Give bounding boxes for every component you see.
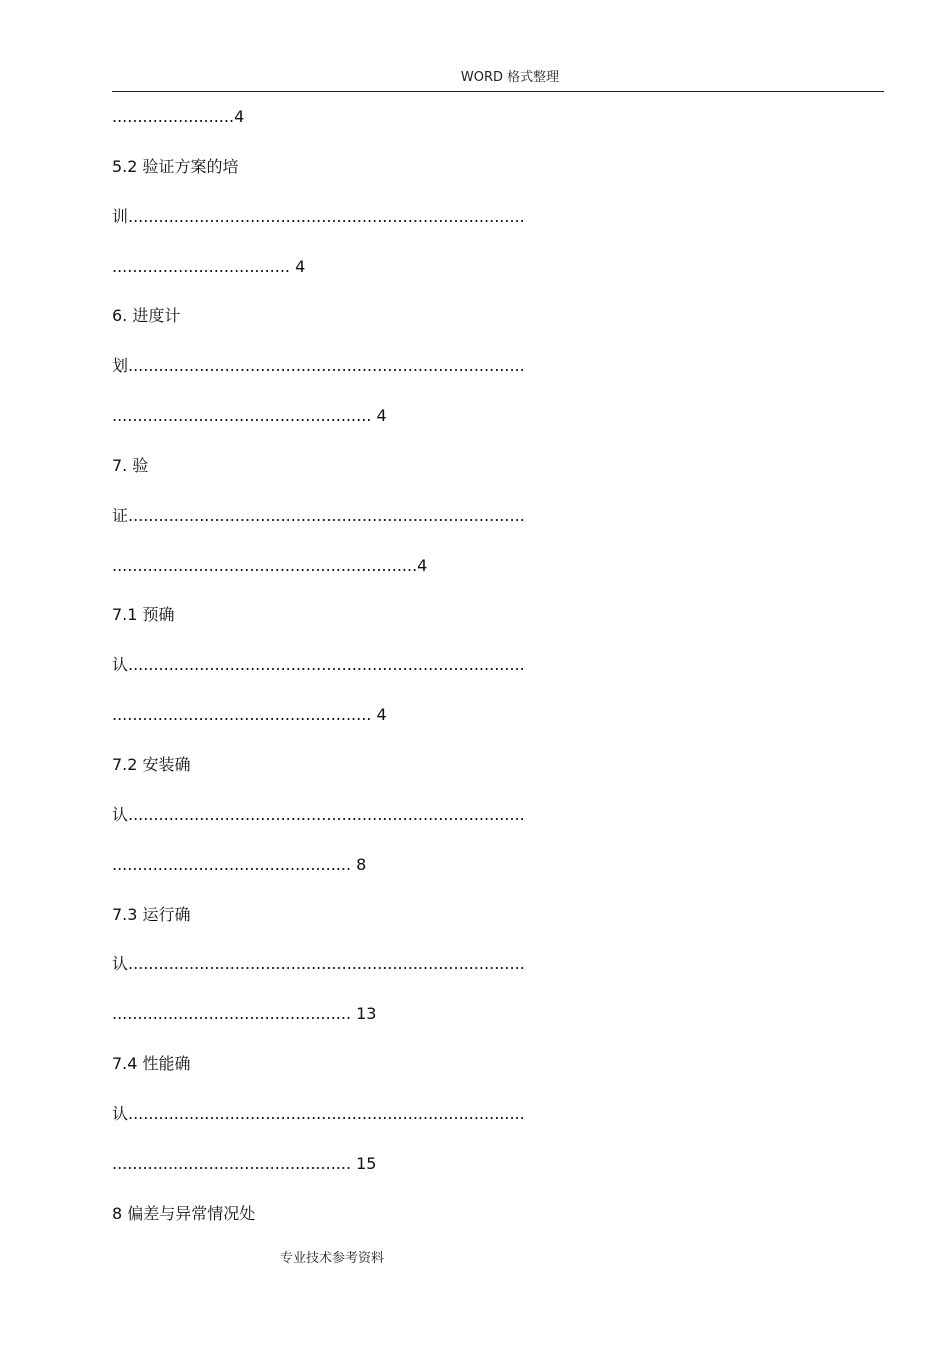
toc-line: 7.2 安装确 xyxy=(112,754,191,774)
toc-line: 7.1 预确 xyxy=(112,605,175,625)
toc-line: 认.............................................................................. xyxy=(112,1103,525,1123)
toc-line: ............................................... 13 xyxy=(112,1004,377,1024)
toc-line: 6. 进度计 xyxy=(112,306,181,326)
toc-line: ........................4 xyxy=(112,107,245,126)
toc-line: 认.............................................................................. xyxy=(112,655,525,675)
toc-line: 认.............................................................................. xyxy=(112,954,525,974)
page-header-title: WORD 格式整理 xyxy=(460,70,560,85)
toc-line: 划.............................................................................. xyxy=(112,356,525,376)
toc-line: ............................................................4 xyxy=(112,555,428,575)
toc-line: ................................................... 4 xyxy=(112,705,387,725)
toc-line: 证.............................................................................. xyxy=(112,505,525,525)
toc-line: 8 偏差与异常情况处 xyxy=(112,1203,256,1223)
toc-line: ............................................... 8 xyxy=(112,854,367,874)
toc-line: 5.2 验证方案的培 xyxy=(112,156,239,176)
page-header xyxy=(112,68,884,92)
toc-line: 7. 验 xyxy=(112,455,149,475)
toc-line: ................................... 4 xyxy=(112,256,306,276)
table-of-contents xyxy=(112,104,532,1250)
page-footer: 专业技术参考资料 xyxy=(280,1251,385,1266)
toc-line: 训.............................................................................. xyxy=(112,206,525,226)
toc-line: 7.4 性能确 xyxy=(112,1054,191,1074)
toc-line: ............................................... 15 xyxy=(112,1153,377,1173)
toc-line: 7.3 运行确 xyxy=(112,904,191,924)
toc-line: ................................................... 4 xyxy=(112,406,387,426)
toc-line: 认.............................................................................. xyxy=(112,804,525,824)
